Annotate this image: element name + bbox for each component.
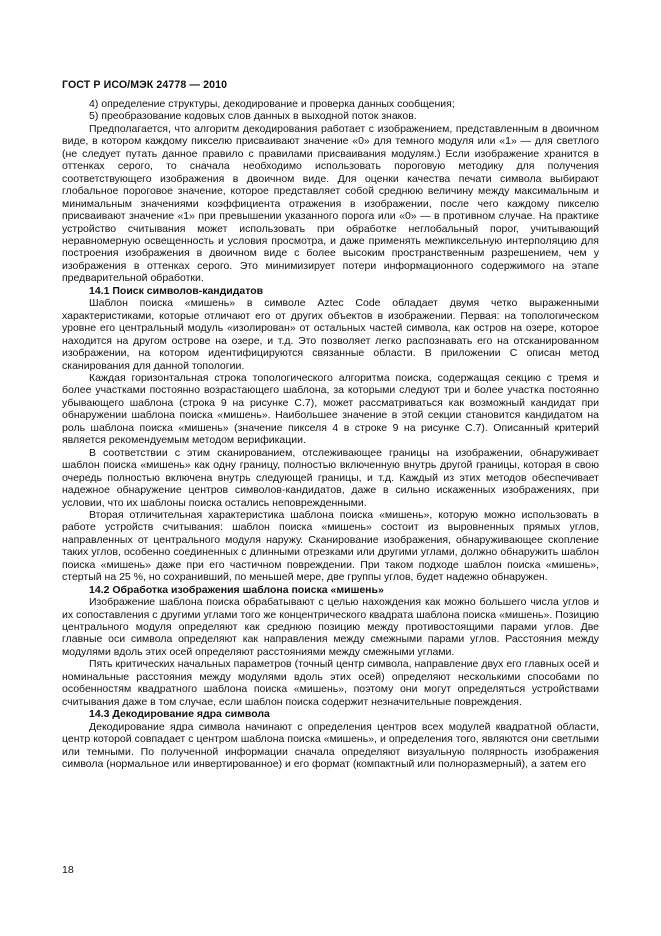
section-heading-14-2: 14.2 Обработка изображения шаблона поиска «мишень» xyxy=(89,583,384,596)
paragraph-intro: Предполагается, что алгоритм декодирования работает с изображением, представленным в двоичном виде, в котором каждому пикселю присваивают значение «0» для темного модуля или «1» — для светлого (не следует путать данное правило с правилами присваивания модулям.) Если изображение хранится в оттенках серого, то сначала необходимо использовать пороговую методику для получения соответствующего изображения в двоичном виде. Для оценки качества печати символа выбирают глобальное пороговое значение, которое представляет собой среднюю величину между максимальным и минимальным значениями коэффициента отражения в изображении, после чего каждому пикселю присваивают значение «1» при превышении указанного порога или «0» — в противном случае. На практике устройство считывания может использовать при обработке неглобальный порог, учитывающий неравномерную освещенность и условия просмотра, и даже применять межпиксельную интерполяцию для построения изображения в двоичном виде с более высоким пространственным разрешением, чем у изображения в оттенках серого. Это минимизирует потери информационного содержимого на этапе предварительной обработки. xyxy=(62,122,599,285)
paragraph-14-1-c: В соответствии с этим сканированием, отслеживающее границы на изображении, обнаруживает шаблон поиска «мишень» как одну границу, полностью включенную внутрь другой границы, которая в свою очередь полностью включена внутрь следующей границы, и т.д. Каждый из этих методов обеспечивает надежное обнаружение центров символов-кандидатов, даже в сильно искаженных изображениях, при условии, что их шаблоны поиска остались неповрежденными. xyxy=(62,446,599,509)
page-number: 18 xyxy=(62,864,74,876)
paragraph-14-2-b: Пять критических начальных параметров (точный центр символа, направление двух его главных осей и номинальные расстояния между модулями вдоль этих осей) определяют несколькими способами по особенностям квадратного шаблона поиска «мишень», поэтому они могут определяться устройствами считывания даже в том случае, если шаблон поиска содержит незначительные повреждения. xyxy=(62,658,599,708)
document-header: ГОСТ Р ИСО/МЭК 24778 — 2010 xyxy=(62,79,228,91)
paragraph-14-2-a: Изображение шаблона поиска обрабатывают с целью нахождения как можно большего числа углов и их сопоставления с другими углами того же концентрического квадрата шаблона поиска «мишень». Позицию центрального модуля определяют как среднюю позицию между противостоящими парами углов. Две главные оси символа определяют как направления между смежными парами углов. Расстояния между модулями вдоль этих осей определяют расстояниями между смежными углами. xyxy=(62,596,599,658)
document-body xyxy=(62,98,599,770)
paragraph-14-3-a: Декодирование ядра символа начинают с определения центров всех модулей квадратной области, центр которой совпадает с центром шаблона поиска «мишень», и определения того, являются они светлыми или темными. По полученной информации сначала определяют визуальную полярность изображения символа (нормальное или инвертированное) и его формат (компактный или полноразмерный), а затем его xyxy=(62,720,599,771)
list-item-4: 4) определение структуры, декодирование и проверка данных сообщения; xyxy=(89,98,455,110)
paragraph-14-1-a: Шаблон поиска «мишень» в символе Aztec Code обладает двумя четко выраженными характеристиками, которые отличают его от других объектов в изображении. Первая: на топологическом уровне его центральный модуль «изолирован» от остальных частей символа, как остров на озере, которое находится на другом острове на озере, и т.д. Это позволяет легко распознавать его на отсканированном изображении, на котором идентифицируются связанные области. В приложении С описан метод сканирования для данной топологии. xyxy=(62,297,599,372)
section-heading-14-3: 14.3 Декодирование ядра символа xyxy=(89,708,270,721)
section-heading-14-1: 14.1 Поиск символов-кандидатов xyxy=(89,284,264,297)
paragraph-14-1-b: Каждая горизонтальная строка топологического алгоритма поиска, содержащая секцию с тремя и более участками постоянно возрастающего шаблона, за которыми следуют три и более участка постоянно убывающего шаблона (строка 9 на рисунке С.7), может рассматриваться как возможный кандидат при обнаружении шаблона поиска «мишень». Наибольшее значение в этой секции становится кандидатом на роль шаблона поиска «мишень» (значение пикселя 4 в строке 9 на рисунке С.7). Описанный критерий является рекомендуемым методом верификации. xyxy=(62,371,599,447)
paragraph-14-1-d: Вторая отличительная характеристика шаблона поиска «мишень», которую можно использовать в работе устройств считывания: шаблон поиска «мишень» состоит из выровненных прямых углов, направленных от центрального модуля наружу. Сканирование изображения, обнаруживающее скопление таких углов, особенно соединенных с длинными отрезками или другими углами, должно обнаружить шаблон поиска «мишень» даже при его частичном повреждении. При таком подходе шаблон поиска «мишень», стертый на 25 %, но сохранивший, по меньшей мере, две группы углов, будет надежно обнаружен. xyxy=(62,508,599,584)
list-item-5: 5) преобразование кодовых слов данных в выходной поток знаков. xyxy=(89,110,417,123)
